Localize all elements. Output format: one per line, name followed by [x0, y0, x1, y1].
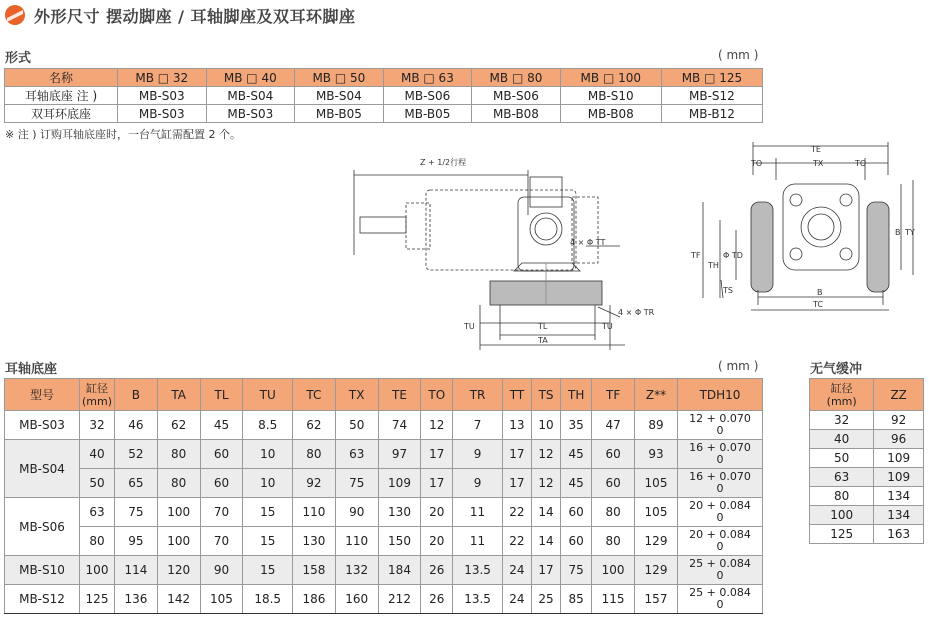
form-table [4, 68, 763, 123]
table-cell: MB-S12 [661, 87, 762, 105]
table-cell: 100 [810, 506, 874, 525]
table-cell: MB-S10 [560, 87, 661, 105]
dim-th-label: TH [708, 261, 719, 270]
table-cell: 52 [115, 440, 158, 469]
tdh-cell [678, 585, 763, 614]
table-cell: 14 [532, 498, 561, 527]
table-cell: 132 [335, 556, 378, 585]
table-row [810, 449, 924, 468]
table-cell: 114 [115, 556, 158, 585]
table-row [5, 527, 763, 556]
table-cell: 134 [874, 487, 924, 506]
trunnion-col: TA [157, 379, 200, 411]
dim-tx-label: TX [813, 159, 824, 168]
page-header [4, 2, 356, 28]
page-title: 外形尺寸 摆动脚座 / 耳轴脚座及双耳环脚座 [34, 6, 356, 26]
tdh-cell [678, 411, 763, 440]
model-cell: MB-S10 [5, 556, 80, 585]
table-row [810, 430, 924, 449]
table-cell: 24 [502, 556, 531, 585]
tdh-cell [678, 440, 763, 469]
table-cell: 17 [502, 440, 531, 469]
table-cell: 24 [502, 585, 531, 614]
table-cell: 157 [635, 585, 678, 614]
table-cell: 17 [421, 469, 453, 498]
table-cell: 109 [378, 469, 421, 498]
tdh-lower: 0 [716, 540, 724, 553]
table-cell: 60 [592, 440, 635, 469]
table-cell: 40 [810, 430, 874, 449]
table-cell: 90 [335, 498, 378, 527]
table-cell: 129 [635, 527, 678, 556]
table-cell: 13.5 [453, 556, 503, 585]
table-cell: 109 [874, 468, 924, 487]
table-cell: 12 [532, 469, 561, 498]
trunnion-col: TF [592, 379, 635, 411]
dim-ty-label: TY [905, 228, 915, 237]
table-cell: 17 [421, 440, 453, 469]
table-cell: 13.5 [453, 585, 503, 614]
tdh-upper: 16 + 0.070 [689, 441, 751, 454]
table-cell: 136 [115, 585, 158, 614]
table-cell: 60 [561, 498, 592, 527]
table-cell: MB-S03 [118, 87, 207, 105]
table-cell: 92 [874, 411, 924, 430]
trunnion-col-bore: 缸径 (mm) [80, 379, 115, 411]
tdh-cell [678, 527, 763, 556]
table-cell: 26 [421, 556, 453, 585]
table-row [5, 498, 763, 527]
table-cell: 100 [80, 556, 115, 585]
table-cell: 25 [532, 585, 561, 614]
table-cell: 80 [810, 487, 874, 506]
form-col: MB □ 63 [383, 69, 472, 87]
trunnion-col: TE [378, 379, 421, 411]
table-cell: 80 [592, 498, 635, 527]
trunnion-header-row [5, 379, 763, 411]
table-cell: 70 [200, 527, 243, 556]
table-cell: 85 [561, 585, 592, 614]
table-cell: 125 [810, 525, 874, 544]
table-cell: 7 [453, 411, 503, 440]
table-cell: 75 [335, 469, 378, 498]
table-cell: 10 [243, 469, 293, 498]
dim-tf-label: TF [691, 251, 701, 260]
table-cell: 17 [502, 469, 531, 498]
trunnion-table [4, 378, 763, 614]
table-cell: 62 [293, 411, 336, 440]
table-cell: 14 [532, 527, 561, 556]
table-cell: 45 [561, 440, 592, 469]
table-cell: 184 [378, 556, 421, 585]
table-cell: 10 [532, 411, 561, 440]
table-cell: 75 [561, 556, 592, 585]
tdh-upper: 20 + 0.084 [689, 528, 751, 541]
table-cell: 47 [592, 411, 635, 440]
table-cell: 134 [874, 506, 924, 525]
table-cell: MB-B08 [560, 105, 661, 123]
table-cell: 63 [335, 440, 378, 469]
table-row [5, 469, 763, 498]
table-cell: 100 [592, 556, 635, 585]
table-cell: 109 [874, 449, 924, 468]
form-col: MB □ 100 [560, 69, 661, 87]
dim-td-label: Φ TD [723, 251, 743, 260]
table-cell: 46 [115, 411, 158, 440]
tdh-upper: 16 + 0.070 [689, 470, 751, 483]
trunnion-col: TS [532, 379, 561, 411]
trunnion-col: TU [243, 379, 293, 411]
dim-stroke-label: Z + 1/2行程 [420, 158, 467, 167]
form-col: MB □ 80 [472, 69, 561, 87]
table-cell: 97 [378, 440, 421, 469]
table-cell: 129 [635, 556, 678, 585]
table-cell: 110 [335, 527, 378, 556]
trunnion-col: TX [335, 379, 378, 411]
table-cell: 105 [635, 469, 678, 498]
table-cell: 15 [243, 498, 293, 527]
table-cell: MB-S03 [118, 105, 207, 123]
table-row [5, 585, 763, 614]
table-cell: 15 [243, 556, 293, 585]
table-cell: 63 [810, 468, 874, 487]
tdh-lower: 0 [716, 511, 724, 524]
table-cell: 80 [592, 527, 635, 556]
table-cell: 212 [378, 585, 421, 614]
table-cell: 20 [421, 498, 453, 527]
form-table-header [5, 69, 763, 87]
cushion-col-bore: 缸径 (mm) [810, 379, 874, 411]
table-bottom-rule [4, 613, 763, 614]
cushion-section-label: 无气缓冲 [810, 362, 863, 377]
table-cell: 63 [80, 498, 115, 527]
trunnion-col-model: 型号 [5, 379, 80, 411]
table-cell: 26 [421, 585, 453, 614]
model-cell: MB-S03 [5, 411, 80, 440]
tdh-lower: 0 [716, 569, 724, 582]
table-cell: 60 [561, 527, 592, 556]
dim-to-left-label: TO [751, 159, 763, 168]
tdh-upper: 25 + 0.084 [689, 557, 751, 570]
table-cell: 158 [293, 556, 336, 585]
table-cell: 62 [157, 411, 200, 440]
table-cell: 50 [80, 469, 115, 498]
model-cell: MB-S12 [5, 585, 80, 614]
table-row [810, 411, 924, 430]
form-col-name: 名称 [5, 69, 118, 87]
table-cell: 40 [80, 440, 115, 469]
table-cell: 100 [157, 498, 200, 527]
form-col: MB □ 125 [661, 69, 762, 87]
table-cell: 50 [810, 449, 874, 468]
table-cell: 120 [157, 556, 200, 585]
table-cell: 92 [293, 469, 336, 498]
form-col: MB □ 32 [118, 69, 207, 87]
trunnion-col: B [115, 379, 158, 411]
table-cell: 186 [293, 585, 336, 614]
table-row [5, 411, 763, 440]
tdh-lower: 0 [716, 598, 724, 611]
table-cell: 70 [200, 498, 243, 527]
form-section-label: 形式 [5, 51, 32, 66]
table-cell: 105 [200, 585, 243, 614]
table-cell: 12 [532, 440, 561, 469]
cushion-col-zz: ZZ [874, 379, 924, 411]
dim-ts-label: TS [723, 286, 733, 295]
table-cell: 75 [115, 498, 158, 527]
table-cell: MB-S06 [472, 87, 561, 105]
trunnion-col: TR [453, 379, 503, 411]
table-cell: 100 [157, 527, 200, 556]
trunnion-col: TC [293, 379, 336, 411]
dim-tu-left-label: TU [464, 322, 475, 331]
table-row [5, 556, 763, 585]
table-cell: 双耳环底座 [5, 105, 118, 123]
table-row [5, 87, 763, 105]
table-cell: 105 [635, 498, 678, 527]
dim-te-label: TE [811, 145, 821, 154]
table-cell: 96 [874, 430, 924, 449]
cushion-table [809, 378, 924, 544]
table-cell: 160 [335, 585, 378, 614]
model-cell: MB-S04 [5, 440, 80, 498]
table-row [5, 440, 763, 469]
end-view-drawing [683, 140, 923, 320]
table-cell: 130 [378, 498, 421, 527]
table-cell: 11 [453, 498, 503, 527]
trunnion-col: Z** [635, 379, 678, 411]
table-cell: 90 [200, 556, 243, 585]
table-cell: 60 [200, 469, 243, 498]
table-cell: 15 [243, 527, 293, 556]
table-cell: MB-S06 [383, 87, 472, 105]
table-cell: 95 [115, 527, 158, 556]
table-cell: 142 [157, 585, 200, 614]
table-cell: 10 [243, 440, 293, 469]
table-cell: 13 [502, 411, 531, 440]
table-cell: 80 [157, 440, 200, 469]
table-cell: 130 [293, 527, 336, 556]
form-col: MB □ 50 [295, 69, 384, 87]
trunnion-col: TO [421, 379, 453, 411]
table-cell: 65 [115, 469, 158, 498]
tdh-lower: 0 [716, 424, 724, 437]
table-row [810, 506, 924, 525]
trunnion-section-label: 耳轴底座 [5, 362, 58, 377]
dim-tr-label: 4 × Φ TR [618, 308, 655, 317]
table-cell: 耳轴底座 注 ) [5, 87, 118, 105]
form-unit: ( mm ) [718, 48, 759, 62]
table-cell: 32 [810, 411, 874, 430]
dim-ta-label: TA [538, 336, 548, 345]
table-row [810, 525, 924, 544]
dim-tc-label: TC [813, 300, 824, 309]
table-row [810, 468, 924, 487]
trunnion-unit: ( mm ) [718, 359, 759, 373]
tdh-lower: 0 [716, 482, 724, 495]
tdh-upper: 25 + 0.084 [689, 586, 751, 599]
tdh-lower: 0 [716, 453, 724, 466]
trunnion-col-tdh: TDH10 [678, 379, 763, 411]
table-cell: MB-B08 [472, 105, 561, 123]
order-note: ※ 注 ) 订购耳轴底座时，一台气缸需配置 2 个。 [5, 128, 241, 141]
dim-to-right-label: TO [855, 159, 867, 168]
table-cell: 11 [453, 527, 503, 556]
tdh-upper: 12 + 0.070 [689, 412, 751, 425]
tdh-upper: 20 + 0.084 [689, 499, 751, 512]
tilted-circle-logo-icon [4, 4, 26, 26]
table-cell: 9 [453, 440, 503, 469]
table-cell: 80 [293, 440, 336, 469]
form-col: MB □ 40 [206, 69, 295, 87]
table-cell: 50 [335, 411, 378, 440]
table-cell: 17 [532, 556, 561, 585]
dim-tt-label: 4 × Φ TT [570, 238, 606, 247]
table-cell: MB-B12 [661, 105, 762, 123]
dim-tl-label: TL [538, 322, 548, 331]
table-cell: 35 [561, 411, 592, 440]
table-cell: 9 [453, 469, 503, 498]
table-row [5, 105, 763, 123]
trunnion-col: TT [502, 379, 531, 411]
table-row [810, 487, 924, 506]
dim-tu-right-label: TU [602, 322, 613, 331]
tdh-cell [678, 498, 763, 527]
table-cell: 89 [635, 411, 678, 440]
table-cell: 22 [502, 498, 531, 527]
table-cell: 12 [421, 411, 453, 440]
table-cell: 150 [378, 527, 421, 556]
dim-b-bottom-label: B [817, 288, 823, 297]
table-cell: MB-B05 [383, 105, 472, 123]
table-cell: 8.5 [243, 411, 293, 440]
trunnion-col: TH [561, 379, 592, 411]
dim-b-side-label: B [895, 228, 901, 237]
table-cell: 110 [293, 498, 336, 527]
table-cell: 60 [200, 440, 243, 469]
table-cell: MB-S04 [295, 87, 384, 105]
tdh-cell [678, 469, 763, 498]
model-cell: MB-S06 [5, 498, 80, 556]
cushion-header-row [810, 379, 924, 411]
side-view-drawing [340, 145, 655, 355]
table-cell: 74 [378, 411, 421, 440]
table-cell: 45 [561, 469, 592, 498]
table-cell: 125 [80, 585, 115, 614]
table-cell: 80 [157, 469, 200, 498]
table-cell: 93 [635, 440, 678, 469]
table-cell: 60 [592, 469, 635, 498]
trunnion-col: TL [200, 379, 243, 411]
table-cell: 18.5 [243, 585, 293, 614]
table-cell: 80 [80, 527, 115, 556]
tdh-cell [678, 556, 763, 585]
table-cell: MB-S03 [206, 105, 295, 123]
table-cell: 45 [200, 411, 243, 440]
table-cell: 163 [874, 525, 924, 544]
table-cell: 32 [80, 411, 115, 440]
table-cell: 20 [421, 527, 453, 556]
table-cell: MB-B05 [295, 105, 384, 123]
table-cell: 115 [592, 585, 635, 614]
table-cell: 22 [502, 527, 531, 556]
table-cell: MB-S04 [206, 87, 295, 105]
